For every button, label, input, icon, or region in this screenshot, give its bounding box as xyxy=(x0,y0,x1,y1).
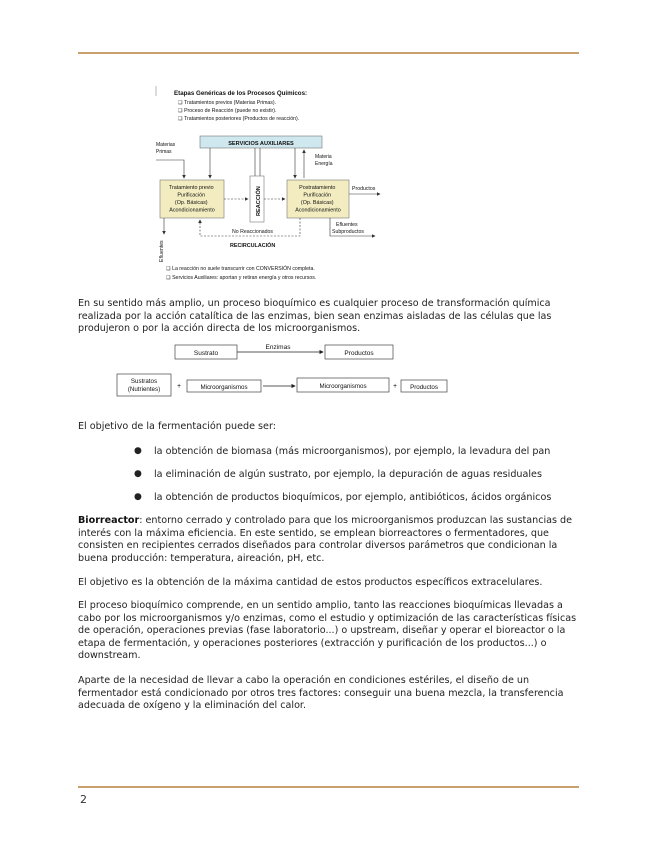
microorganismos-label-1: Microorganismos xyxy=(200,384,248,391)
process-stages-diagram xyxy=(150,86,390,286)
productos-label: Productos xyxy=(352,186,376,192)
sustrato-label: Sustrato xyxy=(193,350,219,357)
paragraph-intro: En su sentido más amplio, un proceso bioquímico es cualquier proceso de transformación química realizada por la acción catalítica de las enzimas, bien sean enzimas aisladas de las células que las produjeron o por la acción directa de los microorganismos. xyxy=(78,298,552,335)
bullet-icon: ● xyxy=(134,492,142,502)
diagram1-item-1: ❑ Tratamientos previos (Materias Primas). xyxy=(178,100,277,106)
productos-label-1: Productos xyxy=(344,350,374,357)
recirculacion-label: RECIRCULACIÓN xyxy=(230,243,276,249)
no-reaccionados-label: No Reaccionados xyxy=(232,229,273,235)
enzimas-label: Enzimas xyxy=(265,344,291,351)
paragraph-aparte: Aparte de la necesidad de llevar a cabo la operación en condiciones estériles, el diseño de un fermentador está condicionado por otros tres factores: conseguir una buena mezcla, la transferencia adecuada de oxígeno y la eliminación del calor. xyxy=(78,675,564,712)
paragraph-proceso: El proceso bioquímico comprende, en un sentido amplio, tanto las reacciones bioquímicas llevadas a cabo por los microorganismos y/o enzimas, como el estudio y optimización de las características físicas de operación, operaciones previas (fase laboratorio...) o upstream, diseñar y operar el bioreactor o la etapa de fermentación, y operaciones posteriores (extracción y purificación de los productos...) o downstream. xyxy=(78,600,577,662)
page-number: 2 xyxy=(80,793,87,806)
tratamiento-previo-label: Tratamiento previo Purificación (Op. Básicas) Acondicionamiento xyxy=(168,185,215,214)
efluentes-right-label: Efluentes Subproductos xyxy=(332,222,365,235)
servicios-auxiliares-label: SERVICIOS AUXILIARES xyxy=(228,141,294,147)
productos-label-2: Productos xyxy=(410,384,438,391)
efluentes-left-label: Efluentes xyxy=(159,240,165,262)
plus-sign-1: + xyxy=(177,383,182,390)
reaccion-label: REACCIÓN xyxy=(256,186,262,216)
postratamiento-label: Postratamiento Purificación (Op. Básicas) Acondicionamiento xyxy=(295,185,341,214)
bullet-icon: ● xyxy=(134,446,142,456)
materias-primas-label: Materias Primas xyxy=(156,142,176,155)
sustratos-nutrientes-label: Sustratos (Nutrientes) xyxy=(127,378,161,393)
list-item: ● la obtención de biomasa (más microorganismos), por ejemplo, la levadura del pan xyxy=(134,446,551,457)
paragraph-objetivo: El objetivo es la obtención de la máxima cantidad de estos productos específicos extracelulares. xyxy=(78,577,543,588)
paragraph-biorreactor xyxy=(78,515,580,565)
plus-sign-2: + xyxy=(393,383,398,390)
diagram1-note-1: ❑ La reacción no suele transcurrir con CONVERSIÓN completa. xyxy=(166,266,315,272)
biorreactor-definition: : entorno cerrado y controlado para que los microorganismos produzcan las sustancias de interés con la máxima eficiencia. En este sentido, se emplean biorreactores o fermentadores, que consisten en recipientes cerrados diseñados para controlar diversos parámetros que condicionan la buena producción: temperatura, aireación, pH, etc. xyxy=(78,515,573,564)
objetivo-intro: El objetivo de la fermentación puede ser: xyxy=(78,421,276,432)
header-rule xyxy=(78,52,579,54)
list-item: ● la eliminación de algún sustrato, por ejemplo, la depuración de aguas residuales xyxy=(134,469,542,480)
biorreactor-term: Biorreactor xyxy=(78,515,140,526)
bioprocess-diagram xyxy=(115,340,455,402)
bullet-icon: ● xyxy=(134,469,142,479)
objetivo-list xyxy=(130,446,580,515)
microorganismos-label-2: Microorganismos xyxy=(319,383,367,390)
diagram1-item-3: ❑ Tratamientos posteriores (Productos de reacción). xyxy=(178,116,300,122)
diagram1-item-2: ❑ Proceso de Reacción (puede no existir). xyxy=(178,108,277,114)
footer-rule xyxy=(78,786,579,788)
list-item: ● la obtención de productos bioquímicos, por ejemplo, antibióticos, ácidos orgánicos xyxy=(134,492,552,503)
materia-energia-label: Materia Energía xyxy=(315,154,333,167)
diagram1-note-2: ❑ Servicios Auxiliares: aportan y retiran energía y otros recursos. xyxy=(166,275,317,281)
diagram1-title: Etapas Genéricas de los Procesos Químicos: xyxy=(174,90,308,97)
